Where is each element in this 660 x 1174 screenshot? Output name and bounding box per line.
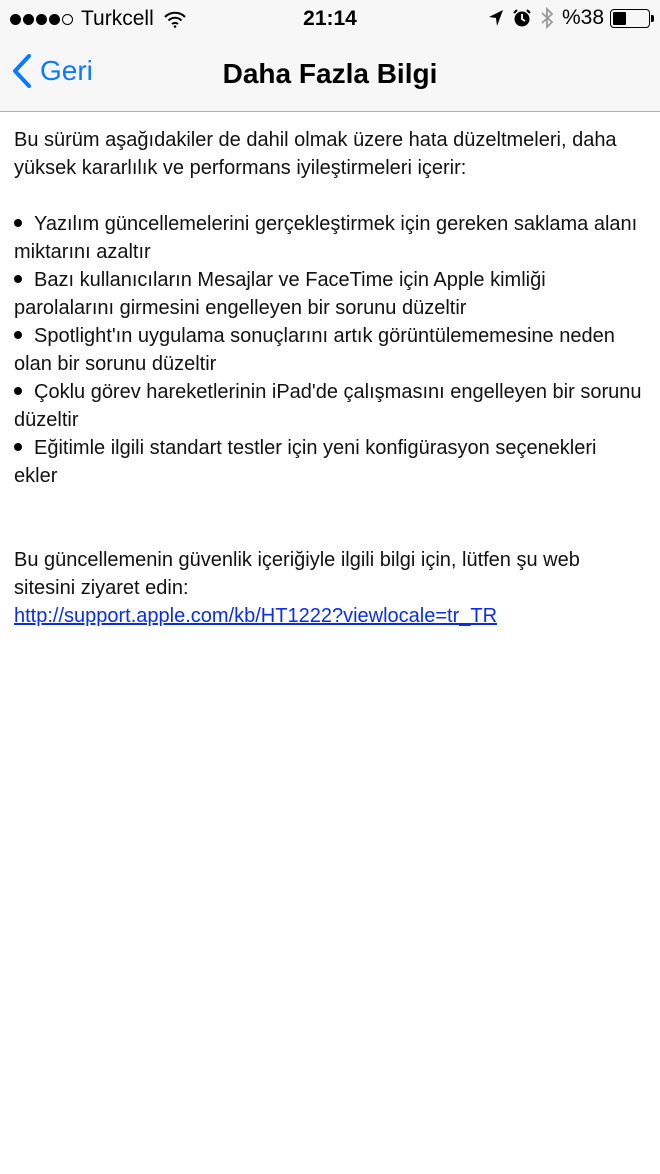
signal-dot [36, 14, 47, 25]
security-info-text: Bu güncellemenin güvenlik içeriğiyle ilgili bilgi için, lütfen şu web sitesini ziyaret edin: [14, 549, 580, 599]
list-item [14, 266, 644, 322]
bluetooth-icon [540, 7, 554, 29]
bullet-list [14, 210, 644, 490]
bullet-icon [14, 331, 22, 339]
battery-percent: %38 [561, 6, 604, 29]
bullet-icon [14, 443, 22, 451]
list-item [14, 434, 644, 490]
location-arrow-icon [488, 9, 504, 27]
carrier-name: Turkcell [81, 7, 154, 30]
back-button[interactable] [12, 54, 93, 88]
battery-fill [613, 12, 626, 25]
alarm-clock-icon [512, 8, 532, 28]
status-right [480, 6, 650, 30]
list-item-text: Eğitimle ilgili standart testler için yeni konfigürasyon seçenekleri ekler [14, 437, 597, 487]
wifi-icon [164, 11, 186, 28]
bullet-icon [14, 275, 22, 283]
list-item [14, 378, 644, 434]
battery-tip [651, 15, 654, 22]
page-title: Daha Fazla Bilgi [222, 58, 438, 89]
release-notes-content [14, 126, 644, 630]
navigation-bar [0, 40, 660, 112]
status-left [10, 7, 186, 31]
status-bar [0, 0, 660, 40]
signal-dot [23, 14, 34, 25]
signal-strength-icon [10, 14, 75, 25]
bullet-icon [14, 219, 22, 227]
list-item [14, 210, 644, 266]
intro-text: Bu sürüm aşağıdakiler de dahil olmak üzere hata düzeltmeleri, daha yüksek kararlılık ve performans iyileştirmeleri içerir: [14, 129, 617, 179]
signal-dot [49, 14, 60, 25]
list-item-text: Yazılım güncellemelerini gerçekleştirmek için gereken saklama alanı miktarını azaltır [14, 213, 638, 263]
signal-dot [10, 14, 21, 25]
security-info-link[interactable]: http://support.apple.com/kb/HT1222?viewlocale=tr_TR [14, 605, 498, 627]
list-item-text: Bazı kullanıcıların Mesajlar ve FaceTime için Apple kimliği parolalarını girmesini engelleyen bir sorunu düzeltir [14, 269, 546, 319]
back-button-label: Geri [40, 55, 93, 86]
list-item-text: Spotlight'ın uygulama sonuçlarını artık görüntülememesine neden olan bir sorunu düzeltir [14, 325, 615, 375]
bullet-icon [14, 387, 22, 395]
list-item [14, 322, 644, 378]
status-time: 21:14 [303, 7, 357, 30]
chevron-left-icon [12, 54, 32, 88]
list-item-text: Çoklu görev hareketlerinin iPad'de çalışmasını engelleyen bir sorunu düzeltir [14, 381, 642, 431]
battery-icon [610, 9, 650, 28]
signal-dot [62, 14, 73, 25]
